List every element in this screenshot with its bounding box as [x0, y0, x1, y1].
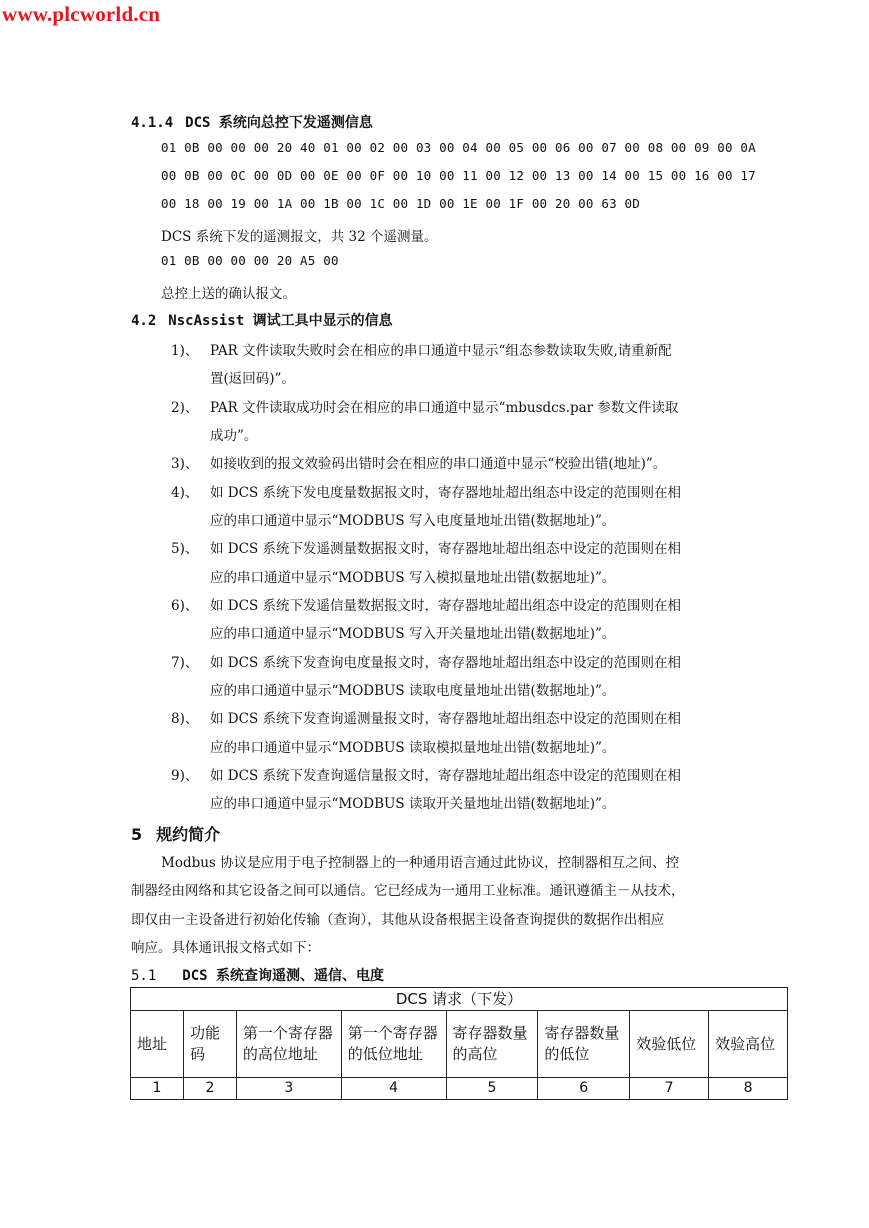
section-number: 4.1.4	[131, 115, 174, 131]
intro-paragraph-line-4: 响应。具体通讯报文格式如下：	[131, 940, 320, 956]
list-item-line-2: 应的串口通道中显示“MODBUS 写入电度量地址出错(数据地址)”。	[210, 513, 616, 529]
table-cell: 1	[131, 1078, 184, 1100]
hex-line-2: 00 0B 00 0C 00 0D 00 0E 00 0F 00 10 00 11 00 12 00 13 00 14 00 15 00 16 00 17	[161, 168, 756, 183]
list-item-line-1: 如 DCS 系统下发电度量数据报文时，寄存器地址超出组态中设定的范围则在相	[210, 485, 681, 501]
section-heading-4-1-4	[131, 112, 373, 132]
list-item-number: 6)、	[171, 598, 199, 614]
table-cell: 8	[709, 1078, 788, 1100]
list-item-line-1: PAR 文件读取失败时会在相应的串口通道中显示“组态参数读取失败,请重新配	[210, 343, 672, 359]
site-watermark: www.plcworld.cn	[2, 2, 161, 26]
list-item-line-1: 如 DCS 系统下发遥信量数据报文时，寄存器地址超出组态中设定的范围则在相	[210, 598, 681, 614]
list-item-line-2: 应的串口通道中显示“MODBUS 写入模拟量地址出错(数据地址)”。	[210, 570, 616, 586]
section-title: NscAssist 调试工具中显示的信息	[168, 313, 393, 329]
list-item-line-1: 如 DCS 系统下发查询遥测量报文时，寄存器地址超出组态中设定的范围则在相	[210, 711, 681, 727]
hex-line-1: 01 0B 00 00 00 20 40 01 00 02 00 03 00 04 00 05 00 06 00 07 00 08 00 09 00 0A	[161, 140, 756, 155]
table-cell: 第一个寄存器的高位地址	[236, 1011, 341, 1078]
list-item-number: 8)、	[171, 711, 199, 727]
table-cell: 6	[538, 1078, 630, 1100]
section-title: 规约简介	[156, 825, 221, 844]
section-heading-5-1	[131, 965, 384, 985]
section-number: 5.1	[131, 968, 157, 984]
section-number: 4.2	[131, 313, 157, 329]
list-item-line-2: 成功”。	[210, 428, 258, 444]
table-cell: 寄存器数量的高位	[446, 1011, 538, 1078]
table-cell: 寄存器数量的低位	[538, 1011, 630, 1078]
list-item-line-1: 如 DCS 系统下发查询电度量报文时，寄存器地址超出组态中设定的范围则在相	[210, 655, 681, 671]
intro-paragraph-line-2: 制器经由网络和其它设备之间可以通信。它已经成为一通用工业标准。通讯遵循主－从技术，	[131, 883, 685, 899]
section-heading-5	[131, 822, 220, 845]
list-item-number: 4)、	[171, 485, 199, 501]
table-cell: 3	[236, 1078, 341, 1100]
list-item-line-2: 应的串口通道中显示“MODBUS 读取开关量地址出错(数据地址)”。	[210, 796, 616, 812]
table-cell: 5	[446, 1078, 538, 1100]
list-item-number: 1)、	[171, 343, 199, 359]
dcs-request-table	[130, 987, 788, 1100]
intro-paragraph-line-3: 即仅由一主设备进行初始化传输（查询），其他从设备根据主设备查询提供的数据作出相应	[131, 912, 665, 928]
table-cell: 7	[630, 1078, 709, 1100]
confirm-hex-line: 01 0B 00 00 00 20 A5 00	[161, 253, 339, 268]
list-item-number: 3)、	[171, 456, 199, 472]
table-header: DCS 请求（下发）	[131, 988, 788, 1011]
table-cell: 地址	[131, 1011, 184, 1078]
list-item-number: 2)、	[171, 400, 199, 416]
list-item-number: 7)、	[171, 655, 199, 671]
list-item-line-1: 如 DCS 系统下发遥测量数据报文时，寄存器地址超出组态中设定的范围则在相	[210, 541, 681, 557]
list-item-line-1: PAR 文件读取成功时会在相应的串口通道中显示“mbusdcs.par 参数文件读取	[210, 400, 679, 416]
hex-line-3: 00 18 00 19 00 1A 00 1B 00 1C 00 1D 00 1E 00 1F 00 20 00 63 0D	[161, 196, 640, 211]
intro-paragraph-line-1: Modbus 协议是应用于电子控制器上的一种通用语言通过此协议，控制器相互之间、控	[161, 855, 680, 871]
list-item-line-2: 应的串口通道中显示“MODBUS 读取模拟量地址出错(数据地址)”。	[210, 740, 616, 756]
list-item-line-2: 应的串口通道中显示“MODBUS 写入开关量地址出错(数据地址)”。	[210, 626, 616, 642]
list-item-number: 5)、	[171, 541, 199, 557]
list-item-line-2: 应的串口通道中显示“MODBUS 读取电度量地址出错(数据地址)”。	[210, 683, 616, 699]
section-title: DCS 系统查询遥测、遥信、电度	[182, 968, 385, 984]
confirm-description: 总控上送的确认报文。	[161, 286, 296, 302]
table-cell: 第一个寄存器的低位地址	[341, 1011, 446, 1078]
telemetry-description: DCS 系统下发的遥测报文，共 32 个遥测量。	[161, 229, 438, 245]
table-cell: 2	[183, 1078, 236, 1100]
list-item-number: 9)、	[171, 768, 199, 784]
table-row-labels	[131, 1011, 788, 1078]
section-number: 5	[131, 825, 143, 844]
table-cell: 效验高位	[709, 1011, 788, 1078]
section-title: DCS 系统向总控下发遥测信息	[185, 115, 373, 131]
list-item-line-1: 如接收到的报文效验码出错时会在相应的串口通道中显示“校验出错(地址)”。	[210, 456, 667, 472]
section-heading-4-2	[131, 310, 393, 330]
table-row-indices	[131, 1078, 788, 1100]
list-item-line-2: 置(返回码)”。	[210, 371, 295, 387]
table-cell: 4	[341, 1078, 446, 1100]
table-cell: 效验低位	[630, 1011, 709, 1078]
list-item-line-1: 如 DCS 系统下发查询遥信量报文时，寄存器地址超出组态中设定的范围则在相	[210, 768, 681, 784]
table-cell: 功能码	[183, 1011, 236, 1078]
